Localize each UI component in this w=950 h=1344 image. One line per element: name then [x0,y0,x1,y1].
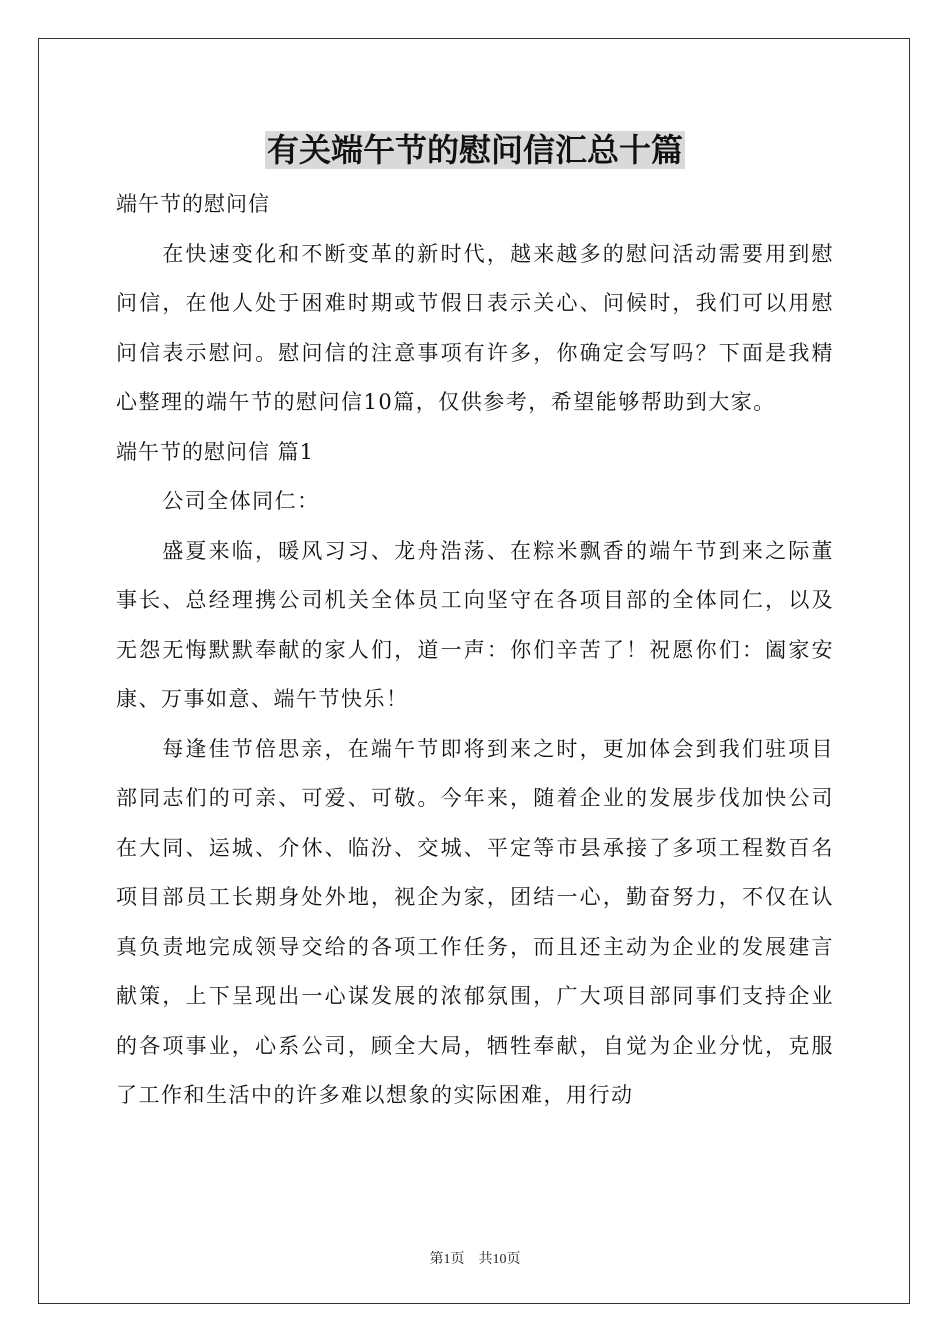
page-footer [0,1248,950,1268]
document-title-text: 有关端午节的慰问信汇总十篇 [266,131,683,169]
body-paragraph: 盛夏来临，暖风习习、龙舟浩荡、在粽米飘香的端午节到来之际董事长、总经理携公司机关全体员工向坚守在各项目部的全体同仁，以及无怨无悔默默奉献的家人们，道一声：你们辛苦了！祝愿你们：阖家安康、万事如意、端午节快乐！ [116,538,834,711]
section-heading: 端午节的慰问信 篇1 [116,439,315,464]
page-number: 第1页 [429,1252,465,1267]
section-heading: 端午节的慰问信 [116,192,270,216]
body-paragraph: 在快速变化和不断变革的新时代，越来越多的慰问活动需要用到慰问信，在他人处于困难时期或节假日表示关心、问候时，我们可以用慰问信表示慰问。慰问信的注意事项有许多，你确定会写吗？下面是我精心整理的端午节的慰问信10篇，仅供参考，希望能够帮助到大家。 [116,241,834,414]
page-total: 共10页 [478,1252,521,1267]
body-paragraph: 每逢佳节倍思亲，在端午节即将到来之时，更加体会到我们驻项目部同志们的可亲、可爱、可敬。今年来，随着企业的发展步伐加快公司在大同、运城、介休、临汾、交城、平定等市县承接了多项工程数百名项目部员工长期身处外地，视企为家，团结一心，勤奋努力，不仅在认真负责地完成领导交给的各项工作任务，而且还主动为企业的发展建言献策，上下呈现出一心谋发展的浓郁氛围，广大项目部同事们支持企业的各项事业，心系公司，顾全大局，牺牲奉献，自觉为企业分忧，克服了工作和生活中的许多难以想象的实际困难，用行动 [116,736,834,1107]
document-body [116,180,834,1121]
salutation-paragraph: 公司全体同仁： [162,489,320,513]
document-title [0,128,950,172]
